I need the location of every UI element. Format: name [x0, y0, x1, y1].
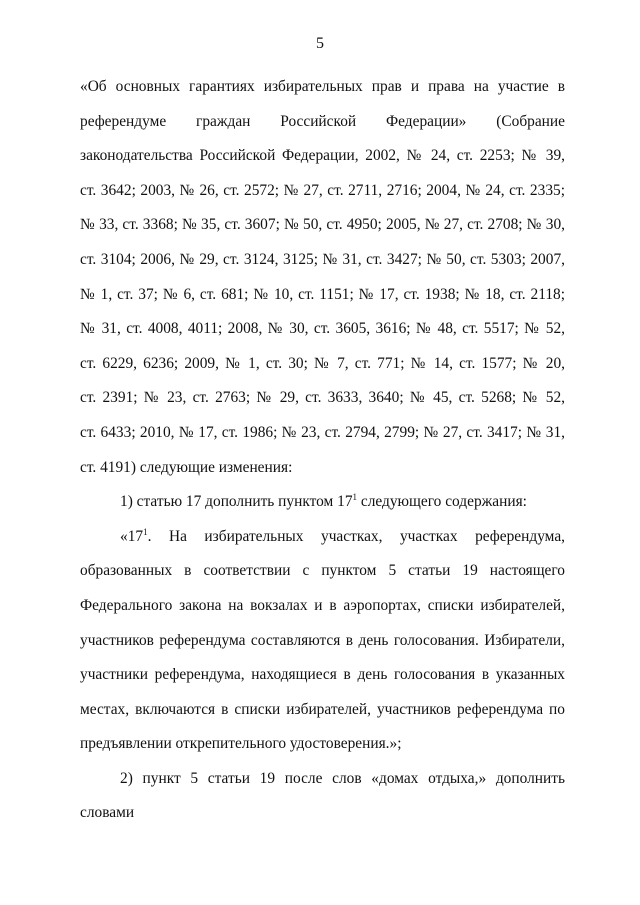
quote-line-7: предъявлении открепительного удостоверения.»;: [80, 735, 402, 753]
intro-line-1: «Об основных гарантиях избирательных прав и права на участие в: [80, 78, 565, 95]
quote-line-3: Федерального закона на вокзалах и в аэропортах, списки избирателей,: [80, 596, 565, 614]
page-number: 5: [316, 35, 324, 52]
document-body: [80, 70, 565, 831]
item-1: [80, 485, 565, 520]
quote-line-4: участников референдума составляются в день голосования. Избиратели,: [80, 631, 565, 649]
item-1-text: 1) статью 17 дополнить пунктом 17: [120, 493, 353, 511]
intro-line-12: ст. 4191) следующие изменения:: [80, 458, 293, 476]
item-2: 2) пункт 5 статьи 19 после слов «домах отдыха,» дополнить словами: [80, 769, 565, 822]
quote-line-2: образованных в соответствии с пунктом 5 статьи 19 настоящего: [80, 562, 565, 580]
intro-line-5: № 33, ст. 3368; № 35, ст. 3607; № 50, ст. 4950; 2005, № 27, ст. 2708; № 30,: [80, 216, 565, 234]
item-1-superscript: 1: [352, 492, 358, 502]
quote-superscript: 1: [143, 526, 148, 537]
intro-line-9: ст. 6229, 6236; 2009, № 1, ст. 30; № 7, ст. 771; № 14, ст. 1577; № 20,: [80, 354, 565, 372]
intro-line-10: ст. 2391; № 23, ст. 2763; № 29, ст. 3633, 3640; № 45, ст. 5268; № 52,: [80, 389, 565, 407]
intro-line-2: референдуме граждан Российской Федерации» (Собрание: [80, 112, 565, 130]
intro-line-7: № 1, ст. 37; № 6, ст. 681; № 10, ст. 1151; № 17, ст. 1938; № 18, ст. 2118;: [80, 285, 565, 303]
quote-line-5: участники референдума, находящиеся в день голосования в указанных: [80, 666, 565, 684]
intro-line-8: № 31, ст. 4008, 4011; 2008, № 30, ст. 3605, 3616; № 48, ст. 5517; № 52,: [80, 320, 565, 338]
intro-line-6: ст. 3104; 2006, № 29, ст. 3124, 3125; № 31, ст. 3427; № 50, ст. 5303; 2007,: [80, 250, 565, 268]
quote-line-1-text: . На избирательных участках, участках референдума,: [147, 527, 565, 545]
intro-line-3: законодательства Российской Федерации, 2002, № 24, ст. 2253; № 39,: [80, 147, 565, 165]
quote-line-6: местах, включаются в списки избирателей, участников референдума по: [80, 700, 565, 718]
item-1-text-end: следующего содержания:: [357, 493, 527, 511]
intro-line-11: ст. 6433; 2010, № 17, ст. 1986; № 23, ст. 2794, 2799; № 27, ст. 3417; № 31,: [80, 423, 565, 441]
quote-number: «17: [120, 527, 144, 545]
quote-line-1: [80, 520, 565, 555]
intro-line-4: ст. 3642; 2003, № 26, ст. 2572; № 27, ст. 2711, 2716; 2004, № 24, ст. 2335;: [80, 181, 565, 199]
